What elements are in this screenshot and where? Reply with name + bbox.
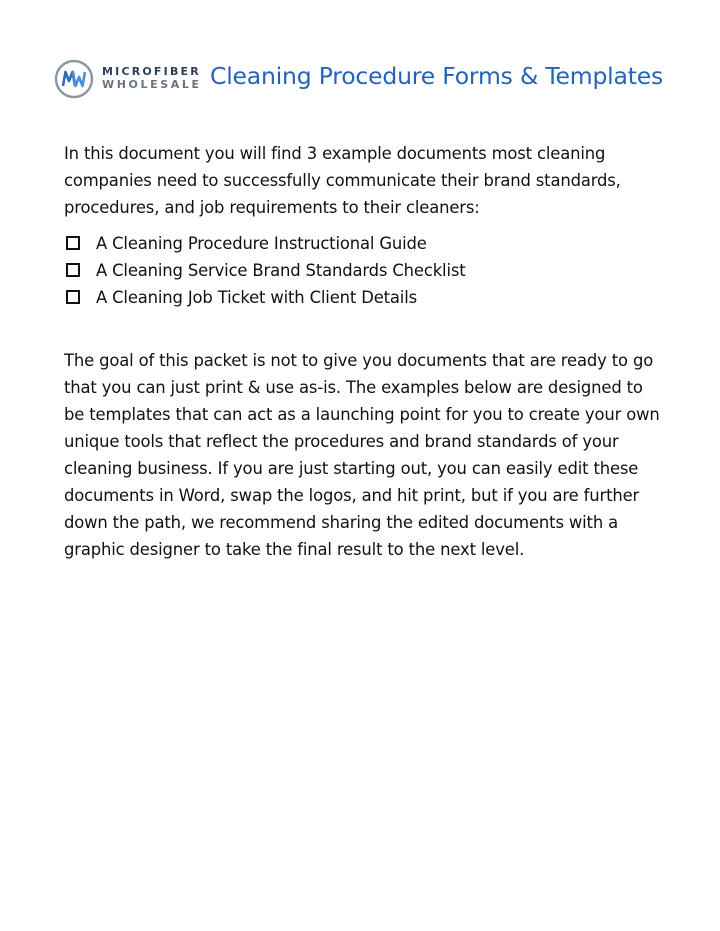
document-checklist (64, 230, 466, 311)
document-header (54, 58, 674, 104)
checklist-item-label: A Cleaning Procedure Instructional Guide (96, 234, 427, 253)
logo-wordmark-line1: MICROFIBER (102, 65, 201, 78)
checklist-item (64, 257, 466, 284)
mw-logo-icon (54, 59, 94, 99)
goal-paragraph: The goal of this packet is not to give you documents that are ready to go that you can just print & use as-is. The examples below are designed to be templates that can act as a launching point for you to create your own unique tools that reflect the procedures and brand standards of your cleaning business. If you are just starting out, you can easily edit these documents in Word, swap the logos, and hit print, but if you are further down the path, we recommend sharing the edited documents with a graphic designer to take the final result to the next level. (64, 351, 660, 559)
checklist-item (64, 284, 466, 311)
logo-wordmark-line2: WHOLESALE (102, 78, 202, 91)
document-title: Cleaning Procedure Forms & Templates (210, 62, 664, 90)
checklist-item-label: A Cleaning Job Ticket with Client Details (96, 288, 417, 307)
checklist-item (64, 230, 466, 257)
checklist-item-label: A Cleaning Service Brand Standards Checklist (96, 261, 466, 280)
checkbox-icon (66, 263, 80, 277)
intro-paragraph: In this document you will find 3 example documents most cleaning companies need to successfully communicate their brand standards, procedures, and job requirements to their cleaners: (64, 144, 621, 217)
microfiber-wholesale-logo (54, 58, 204, 102)
checkbox-icon (66, 290, 80, 304)
checkbox-icon (66, 236, 80, 250)
